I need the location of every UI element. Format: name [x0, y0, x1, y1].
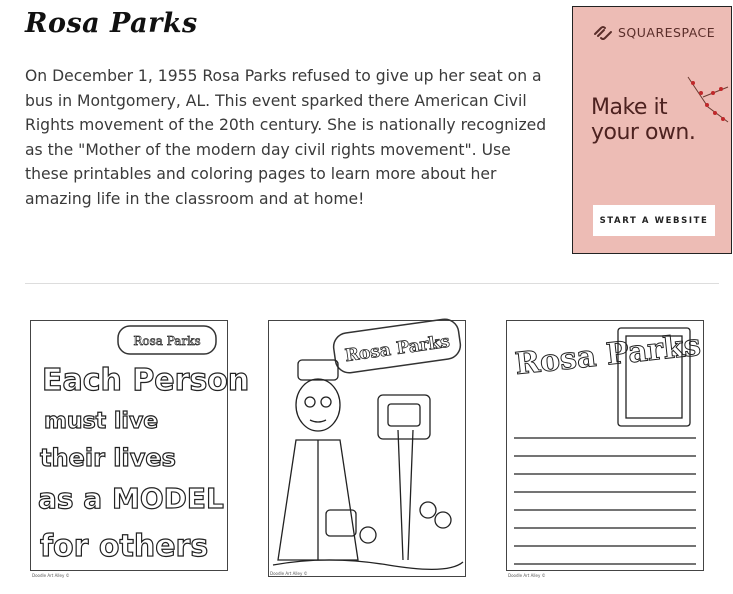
quote-line: their lives — [40, 444, 176, 472]
thumb-credit: Doodle Art Alley © — [270, 571, 308, 576]
coloring-page-image — [268, 320, 466, 578]
intro-line: as the "Mother of the modern day civil rights movement". Use — [25, 140, 511, 159]
intro-line: bus in Montgomery, AL. This event sparked there American Civil — [25, 91, 527, 110]
coloring-page-image — [30, 320, 250, 578]
intro-line: Rights movement of the 20th century. She is nationally recognized — [25, 116, 547, 134]
ad-brand-name: SQUARESPACE — [618, 25, 716, 40]
quote-line: must live — [44, 409, 159, 434]
intro-line: amazing life in the classroom and at home! — [25, 189, 365, 208]
page-title: Rosa Parks — [25, 8, 198, 39]
coloring-page-image — [506, 320, 704, 578]
thumb-banner-text: Rosa Parks — [133, 334, 201, 348]
quote-line: for others — [40, 529, 209, 564]
squarespace-logo-icon — [593, 26, 613, 40]
quote-line: Each Person — [42, 363, 250, 398]
quote-line: as a MODEL — [38, 482, 224, 515]
ad-headline — [591, 95, 695, 145]
thumb-credit: Doodle Art Alley © — [508, 573, 546, 578]
coloring-page-quote[interactable] — [30, 320, 250, 578]
start-website-button[interactable]: START A WEBSITE — [593, 205, 715, 236]
intro-line: On December 1, 1955 Rosa Parks refused to give up her seat on a — [25, 67, 542, 85]
squarespace-ad[interactable] — [572, 6, 732, 254]
ad-headline-line: your own. — [591, 120, 696, 145]
intro-paragraph — [25, 64, 555, 211]
ad-headline-line: Make it — [591, 95, 668, 120]
ad-brand — [593, 25, 715, 40]
divider — [25, 283, 719, 284]
intro-line: these printables and coloring pages to learn more about her — [25, 165, 497, 183]
coloring-page-writing[interactable] — [506, 320, 704, 578]
thumb-banner-text: Rosa Parks — [513, 327, 703, 383]
thumb-credit: Doodle Art Alley © — [32, 573, 70, 578]
coloring-page-portrait[interactable] — [268, 320, 466, 578]
thumb-banner-text: Rosa Parks — [343, 331, 452, 367]
